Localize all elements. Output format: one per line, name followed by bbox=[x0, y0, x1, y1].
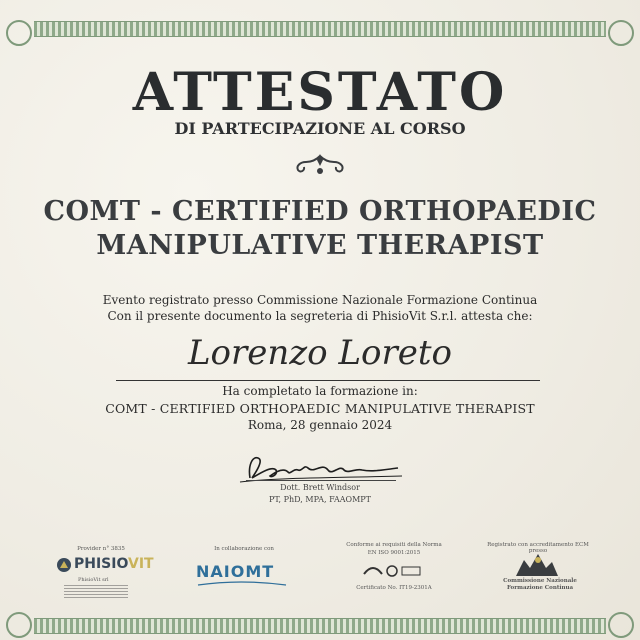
norm-label: Conforme ai requisiti della Norma bbox=[346, 542, 442, 548]
top-border bbox=[34, 21, 606, 37]
certificate-subtitle: DI PARTECIPAZIONE AL CORSO bbox=[174, 119, 466, 138]
provider-label: Provider n° 3835 bbox=[77, 546, 125, 552]
phisiovit-emblem-icon bbox=[56, 557, 72, 573]
phisiovit-subtitle: PhisioVit srl bbox=[78, 577, 109, 583]
norm-standard: EN ISO 9001:2015 bbox=[367, 550, 421, 556]
completed-label: Ha completato la formazione in: bbox=[222, 384, 418, 398]
completed-course: COMT - CERTIFIED ORTHOPAEDIC MANIPULATIVE THERAPIST bbox=[105, 401, 535, 416]
place-date: Roma, 28 gennaio 2024 bbox=[247, 418, 393, 432]
ecm-org-line2: Formazione Continua bbox=[506, 585, 574, 591]
phisio-logo-main: PHISIO bbox=[74, 556, 129, 572]
collaboration-label: In collaborazione con bbox=[214, 546, 274, 552]
corner-ornament-icon bbox=[6, 612, 32, 638]
ecm-label: Registrato con accreditamento ECM presso bbox=[487, 542, 589, 554]
phisio-logo-accent: VIT bbox=[128, 556, 154, 572]
signature-line bbox=[246, 480, 396, 481]
flourish-ornament-icon bbox=[292, 150, 348, 178]
corner-ornament-icon bbox=[6, 20, 32, 46]
certificate-number: Certificato No. IT19-2301A bbox=[356, 585, 432, 591]
ecm-org-line1: Commissione Nazionale bbox=[503, 578, 577, 584]
signer-credentials: PT, PhD, MPA, FAAOMPT bbox=[269, 495, 371, 504]
ecm-logo-icon bbox=[512, 550, 562, 580]
naiomt-swoosh-icon bbox=[196, 581, 288, 587]
recipient-name: Lorenzo Loreto bbox=[187, 333, 453, 373]
attestation-text: Con il presente documento la segreteria di PhisioVit S.r.l. attesta che: bbox=[107, 309, 533, 323]
course-title-line2: MANIPULATIVE THERAPIST bbox=[96, 230, 544, 261]
corner-ornament-icon bbox=[608, 612, 634, 638]
signer-name: Dott. Brett Windsor bbox=[280, 483, 360, 492]
event-registration-text: Evento registrato presso Commissione Nazionale Formazione Continua bbox=[102, 293, 538, 307]
name-underline bbox=[116, 380, 540, 381]
certificate-title: ATTESTATO bbox=[132, 62, 508, 123]
naiomt-logo: NAIOMT bbox=[196, 562, 275, 581]
certification-logo-icon bbox=[362, 562, 424, 580]
course-title-line1: COMT - CERTIFIED ORTHOPAEDIC bbox=[43, 196, 597, 227]
phisiovit-logo bbox=[56, 555, 154, 575]
bottom-border bbox=[34, 618, 606, 634]
corner-ornament-icon bbox=[608, 20, 634, 46]
phisiovit-fine-print bbox=[64, 585, 128, 599]
